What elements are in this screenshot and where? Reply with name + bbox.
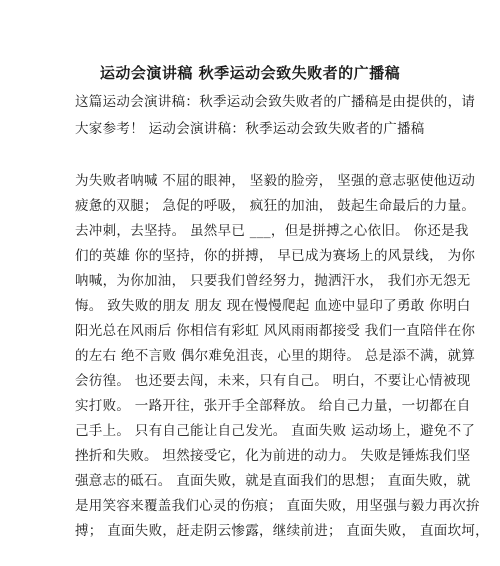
body-line: 悔。 致失败的朋友 朋友 现在慢慢爬起 血迹中显印了勇敢 你明白 [75,298,471,314]
body-line: 挫折和失败。 坦然接受它，化为前进的动力。 失败是锤炼我们坚 [75,448,471,464]
intro-line: 大家参考！ 运动会演讲稿：秋季运动会致失败者的广播稿 [75,121,425,137]
body-line: 阳光总在风雨后 你相信有彩虹 风风雨雨都接受 我们一直陪伴在你 [75,323,476,339]
body-line: 为失败者呐喊 不屈的眼神， 坚毅的脸旁， 坚强的意志驱使他迈动 [75,173,476,189]
body-line: 的左右 绝不言败 偶尔难免沮丧，心里的期待。 总是添不满，就算 [75,348,476,364]
body-line: 搏； 直面失败，赶走阴云惨露，继续前进； 直面失败， 直面坎坷， [75,523,489,539]
body-line: 去冲刺，去坚持。 虽然早已 ___，但是拼搏之心依旧。 你还是我 [75,223,469,239]
body-line: 实打败。 一路开往，张开手全部释放。 给自己力量，一切都在自 [75,398,471,414]
body-line: 是用笑容来覆盖我们心灵的伤痕； 直面失败，用坚强与毅力再次拚 [75,498,480,514]
intro-line: 这篇运动会演讲稿：秋季运动会致失败者的广播稿是由提供的，请 [75,94,476,110]
body-line: 强意志的砥石。 直面失败，就是直面我们的思想； 直面失败，就 [75,473,471,489]
body-line: 己手上。 只有自己能让自己发光。 直面失败 运动场上，避免不了 [75,423,476,439]
document-title: 运动会演讲稿 秋季运动会致失败者的广播稿 [99,64,401,82]
bottom-fade [0,548,500,566]
body-line: 们的英雄 你的坚持，你的拼搏， 早已成为赛场上的风景线， 为你 [75,248,476,264]
body-line: 呐喊，为你加油， 只要我们曾经努力，抛洒汗水， 我们亦无怨无 [75,273,471,289]
body-line: 会彷徨。 也还要去闯，未来，只有自己。 明白，不要让心情被现 [75,373,471,389]
body-line: 疲惫的双腿； 急促的呼吸， 疯狂的加油， 鼓起生命最后的力量。 [75,198,476,214]
